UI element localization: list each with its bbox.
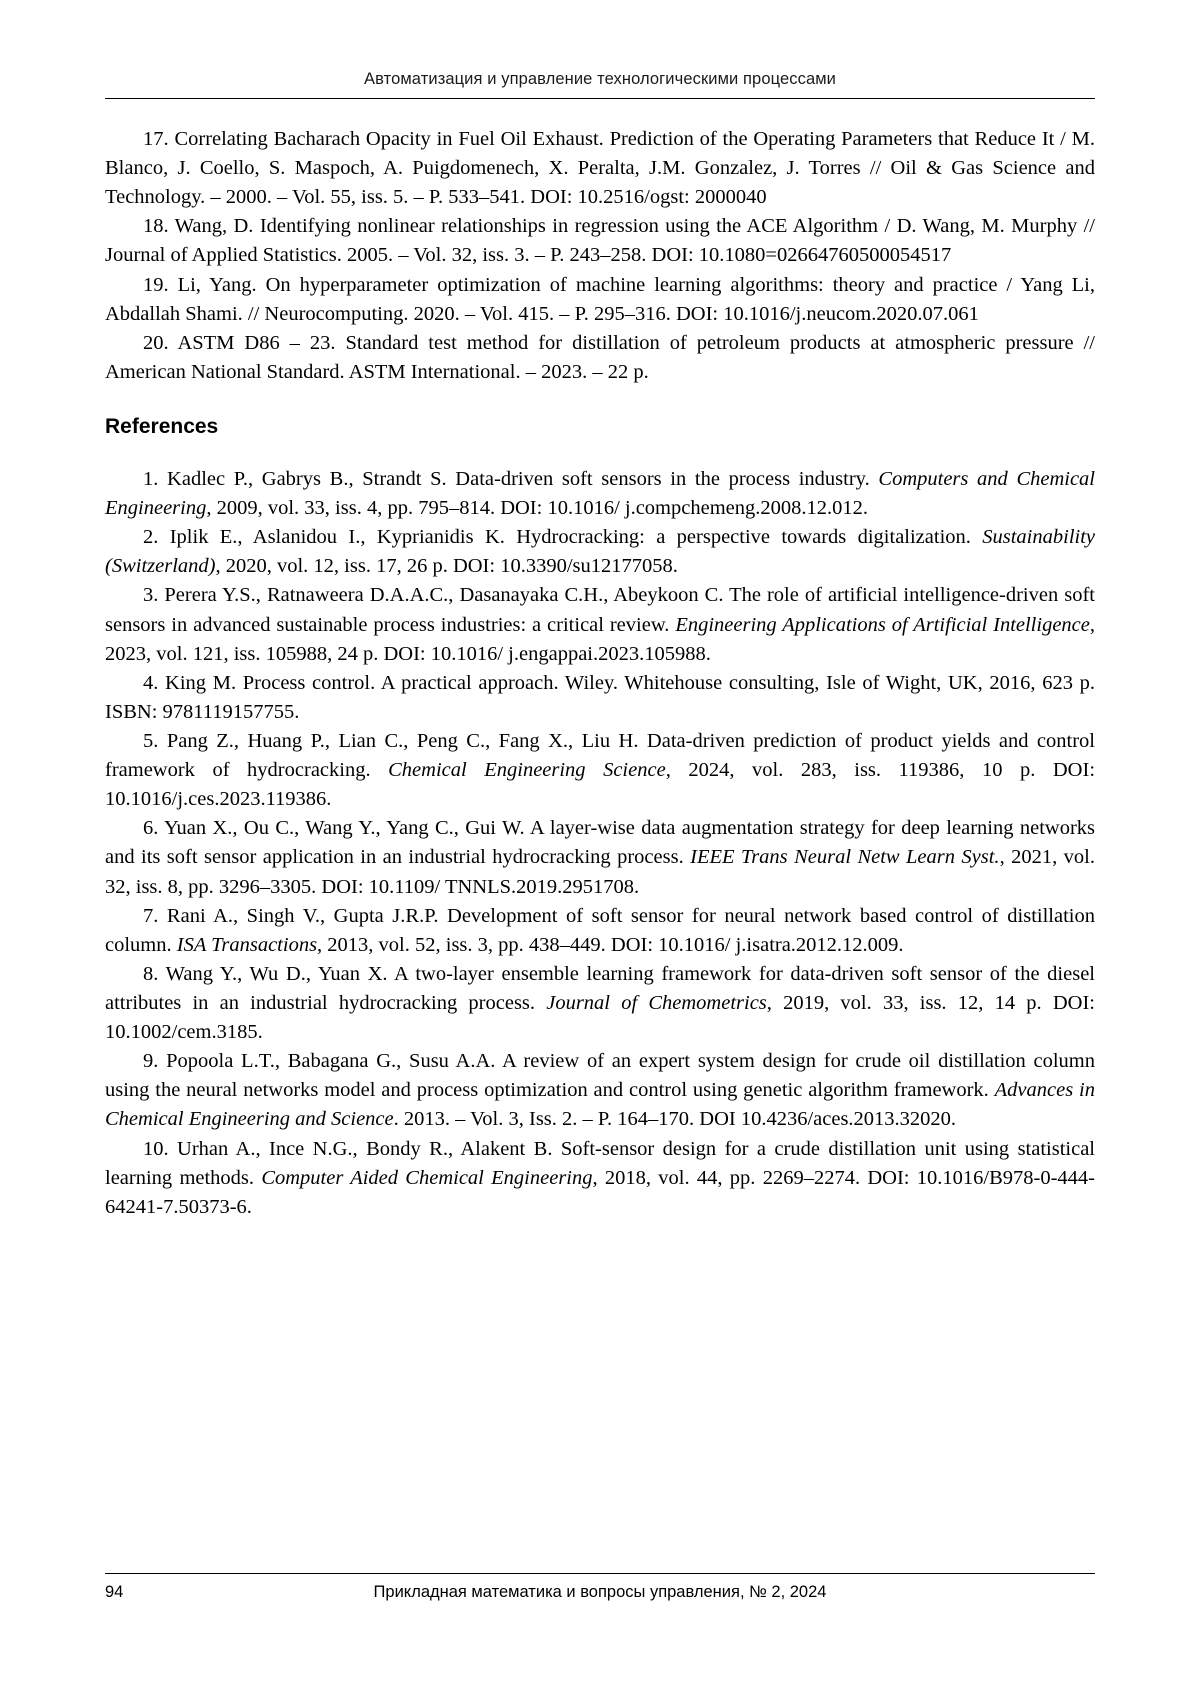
reference-source-title: Journal of Chemometrics [546,991,767,1014]
reference-text: 10. Urhan A., Ince N.G., Bondy R., Alakent B. Soft-sensor design for a crude distillation unit using statistical learning methods. [105,1137,1095,1189]
reference-source-title: Computers and Chemical Engineering [105,467,1096,520]
reference-entry [105,465,1095,523]
references-list [105,465,1095,1222]
reference-text: , 2020, vol. 12, iss. 17, 26 p. DOI: 10.3390/su12177058. [215,555,678,578]
reference-text: 6. Yuan X., Ou C., Wang Y., Yang C., Gui W. A layer-wise data augmentation strategy for deep learning networks and its soft sensor application in an industrial hydrocracking process. [105,817,1095,869]
reference-entry [105,1047,1095,1134]
bibliography-entry [105,271,1095,329]
entry-text: Li, Yang. On hyperparameter optimization of machine learning algorithms: theory and practice / Yang Li, Abdallah Shami. // Neurocomputing. 2020. – Vol. 415. – P. 295–316. DOI: 10.1016/j.neucom.2020.07.061 [105,273,1095,325]
entry-text: Correlating Bacharach Opacity in Fuel Oil Exhaust. Prediction of the Operating Parameters that Reduce It / M. Blanco, J. Coello, S. Maspoch, A. Puigdomenech, X. Peralta, J.M. Gonzalez, J. Torres // Oil & Gas Science and Technology. – 2000. – Vol. 55, iss. 5. – P. 533–541. DOI: 10.2516/ogst: 2000040 [105,128,1095,209]
reference-text: , 2021, vol. 32, iss. 8, pp. 3296–3305. DOI: 10.1109/ TNNLS.2019.2951708. [105,846,1095,898]
reference-entry [105,581,1095,668]
reference-source-title: Sustainability (Switzerland) [105,526,1095,578]
reference-source-title: ISA Transactions [176,933,318,956]
reference-entry [105,1135,1095,1222]
entry-number: 17. [143,128,169,150]
reference-text: , 2009, vol. 33, iss. 4, pp. 795–814. DOI: 10.1016/ j.compchemeng.2008.12.012. [206,497,868,520]
reference-text: 3. Perera Y.S., Ratnaweera D.A.A.C., Dasanayaka C.H., Abeykoon C. The role of artificial intelligence-driven soft sensors in advanced sustainable process industries: a critical review. [105,584,1095,636]
reference-text: , 2013, vol. 52, iss. 3, pp. 438–449. DOI: 10.1016/ j.isatra.2012.12.009. [317,933,904,956]
reference-text: 2. Iplik E., Aslanidou I., Kyprianidis K. Hydrocracking: a perspective towards digitalization. [143,526,983,549]
entry-text: Wang, D. Identifying nonlinear relationships in regression using the ACE Algorithm / D. Wang, M. Murphy // Journal of Applied Statistics. 2005. – Vol. 32, iss. 3. – P. 243–258. DOI: 10.1080=02664760500054517 [105,215,1095,267]
reference-entry [105,902,1095,960]
reference-text: 7. Rani A., Singh V., Gupta J.R.P. Development of soft sensor for neural network based control of distillation column. [105,904,1095,956]
entry-number: 19. [143,273,169,296]
entry-number: 20. [143,331,169,354]
footer-journal-line: Прикладная математика и вопросы управления, № 2, 2024 [373,1583,827,1601]
bibliography-entry [105,212,1095,270]
reference-text: , 2019, vol. 33, iss. 12, 14 p. DOI: 10.1002/cem.3185. [105,991,1095,1044]
reference-text: 5. Pang Z., Huang P., Lian C., Peng C., Fang X., Liu H. Data-driven prediction of product yields and control framework of hydrocracking. [105,729,1095,782]
reference-entry [105,960,1095,1047]
reference-source-title: Computer Aided Chemical Engineering [261,1166,593,1189]
page-content [105,70,1095,1222]
reference-text: 1. Kadlec P., Gabrys B., Strandt S. Data-driven soft sensors in the process industry. [143,467,879,490]
bibliography-entry [105,125,1095,212]
reference-text: . 2013. – Vol. 3, Iss. 2. – P. 164–170. DOI 10.4236/aces.2013.32020. [393,1108,957,1131]
reference-source-title: Advances in Chemical Engineering and Science [105,1079,1095,1131]
reference-text: , 2023, vol. 121, iss. 105988, 24 p. DOI: 10.1016/ j.engappai.2023.105988. [105,613,1095,665]
reference-text: , 2018, vol. 44, pp. 2269–2274. DOI: 10.1016/B978-0-444-64241-7.50373-6. [105,1166,1095,1218]
reference-source-title: IEEE Trans Neural Netw Learn Syst. [690,846,1000,869]
reference-entry [105,727,1095,814]
reference-entry [105,523,1095,581]
reference-text: 8. Wang Y., Wu D., Yuan X. A two-layer ensemble learning framework for data-driven soft sensor of the diesel attributes in an industrial hydrocracking process. [105,962,1095,1014]
reference-text: 9. Popoola L.T., Babagana G., Susu A.A. A review of an expert system design for crude oil distillation column using the neural networks model and process optimization and control using genetic algorithm framework. [105,1050,1095,1102]
reference-source-title: Engineering Applications of Artificial Intelligence [675,613,1090,636]
reference-entry [105,814,1095,901]
running-header: Автоматизация и управление технологическими процессами [105,70,1095,99]
bibliography-entry [105,329,1095,387]
references-heading: References [105,414,219,438]
footer-page-number: 94 [105,1583,124,1601]
reference-text: , 2024, vol. 283, iss. 119386, 10 p. DOI: 10.1016/j.ces.2023.119386. [105,759,1096,811]
bibliography-cyrillic-list [105,125,1095,387]
reference-text: 4. King M. Process control. A practical approach. Wiley. Whitehouse consulting, Isle of Wight, UK, 2016, 623 p. ISBN: 9781119157755. [105,671,1095,723]
page-footer [105,1573,1095,1602]
reference-source-title: Chemical Engineering Science [388,759,666,782]
reference-entry [105,669,1095,727]
entry-number: 18. [143,215,169,238]
entry-text: ASTM D86 – 23. Standard test method for distillation of petroleum products at atmospheric pressure // American National Standard. ASTM International. – 2023. – 22 p. [105,331,1095,383]
